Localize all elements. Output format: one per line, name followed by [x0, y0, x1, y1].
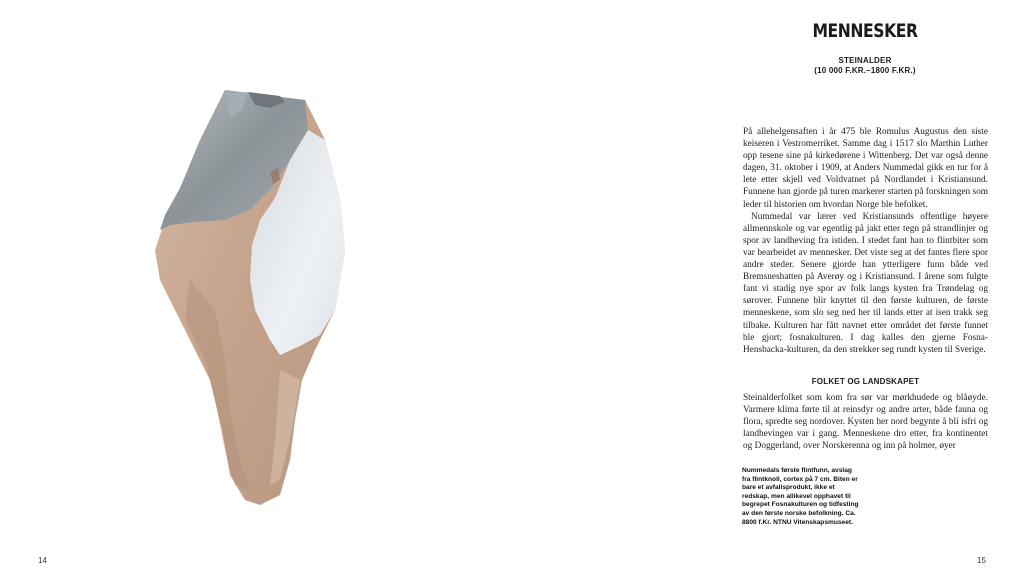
era-dates: (10 000 F.KR.–1800 F.KR.): [814, 66, 916, 75]
photo-caption: Nummedals første flintfunn, avslag fra flintknoll, cortex på 7 cm. Biten er bare et avfallsprodukt, ikke et redskap, men allikevel opphavet til begrepet Fosnakulturen og tidfesting av den første norske befolkning. Ca. 8800 f.Kr. NTNU Vitenskapsmuseet.: [742, 467, 859, 526]
flint-artifact-photo: [130, 80, 370, 520]
section-heading: FOLKET OG LANDSKAPET: [811, 377, 920, 386]
page-number-right: 15: [977, 556, 986, 565]
section-paragraph: Steinalderfolket som kom fra sør var mørkhudede og blåøyde. Varmere klima førte til at reinsdyr og andre arter, både fauna og flora, spredte seg nordover. Kysten her nord begynte å bli isfri og landhevingen var i gang. Menneskene dro etter, fra kontinentet og Doggerland, over Norskerenna og inn på holmer, øyer: [743, 393, 988, 452]
intro-text: [743, 126, 988, 356]
chapter-title: MENNESKER: [812, 20, 918, 42]
intro-paragraph-1: På allehelgensaften i år 475 ble Romulus Augustus den siste keiseren i Vestromerriket. Samme dag i 1517 slo Marthin Luther opp tesene sine på kirkedørene i Wittenberg. Det var også denne dagen, 31. oktober i 1909, at Anders Nummedal gikk en tur for å lete etter skjell ved Voldvatnet på Nordlandet i Kristiansund. Funnene han gjorde på turen markerer starten på forskningen som leder til historien om hvordan Norge ble befolket.: [743, 127, 988, 210]
era-title: STEINALDER: [838, 56, 892, 65]
page-number-left: 14: [38, 556, 47, 565]
intro-paragraph-2: Nummedal var lærer ved Kristiansunds offentlige høyere allmennskole og var egentlig på jakt etter tegn på strandlinjer og spor av landheving fra istiden. I stedet fant han to flintbiter som var bearbeidet av mennesker. Det viste seg at det fantes flere spor andre steder. Senere gjorde han ytterligere funn både ved Bremsneshatten på Averøy og i Kristiansund. I årene som fulgte fant vi stadig nye spor av folk langs kysten fra Trøndelag og sørover. Funnene blir knyttet til den første kulturen, de første menneskene, som slo seg ned her til lands etter at isen trakk seg tilbake. Kulturen har fått navnet etter området det første funnet ble gjort; fosnakulturen. I dag kalles den gjerne Fosna-Hensbacka-kulturen, da den strekker seg rundt kysten til Sverige.: [743, 211, 988, 355]
section-text: [743, 392, 988, 452]
era-heading: [740, 56, 990, 76]
